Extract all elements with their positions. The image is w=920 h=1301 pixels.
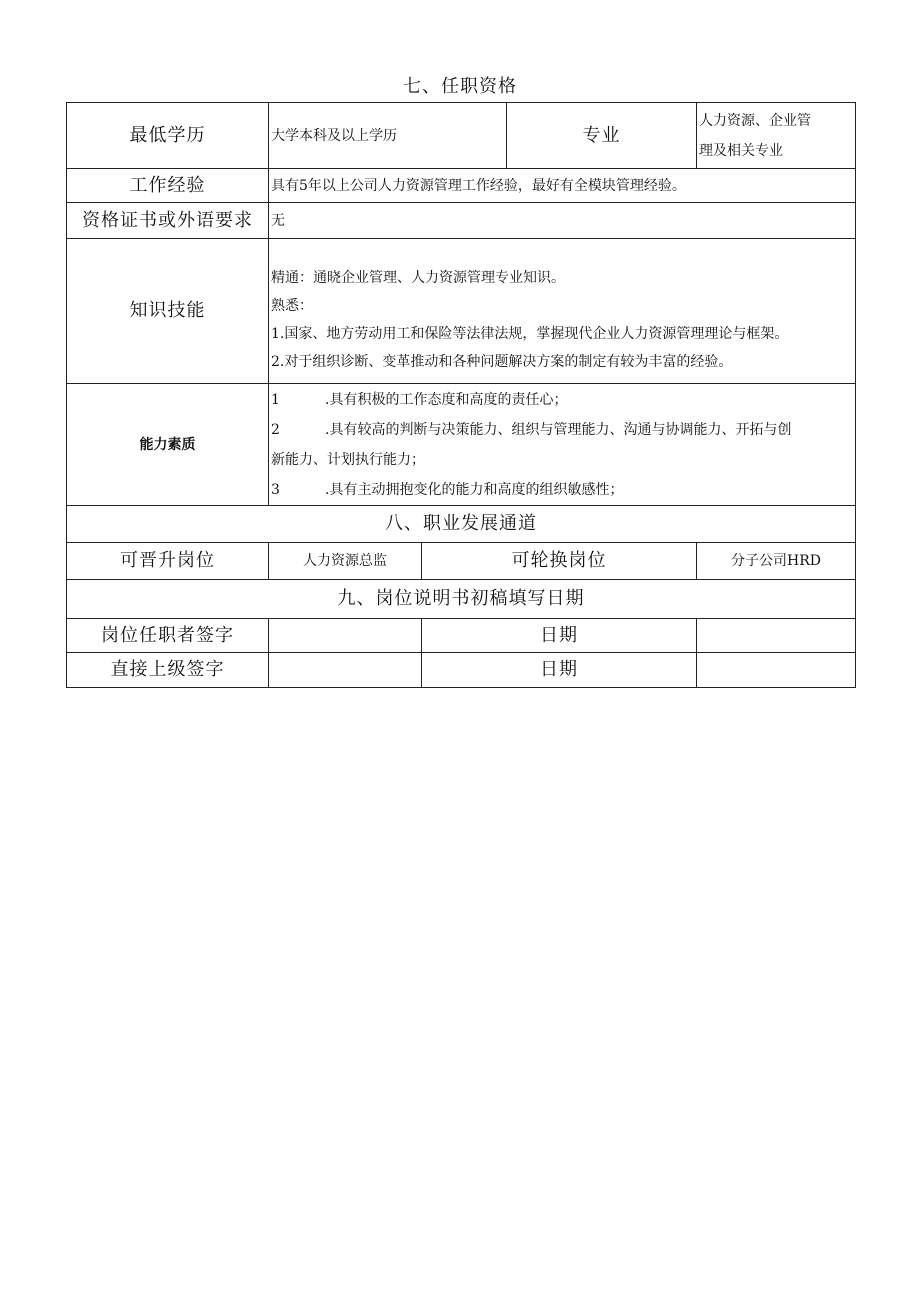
experience-label: 工作经验 <box>67 169 269 203</box>
major-label: 专业 <box>507 103 697 169</box>
job-qualification-table <box>66 102 856 688</box>
section-7-title: 七、任职资格 <box>403 76 517 97</box>
ability-row <box>67 384 856 506</box>
education-row <box>67 103 856 169</box>
major-value <box>697 103 856 169</box>
certificate-label: 资格证书或外语要求 <box>67 203 269 239</box>
supervisor-sign-field[interactable] <box>269 653 422 688</box>
ability-item-text: .具有较高的判断与决策能力、组织与管理能力、沟通与协调能力、开拓与创 <box>325 421 792 438</box>
experience-row <box>67 169 856 203</box>
certificate-row <box>67 203 856 239</box>
section-9-row <box>67 580 856 619</box>
holder-sign-field[interactable] <box>269 619 422 653</box>
section-9-title: 九、岗位说明书初稿填写日期 <box>67 580 856 619</box>
holder-date-label: 日期 <box>422 619 697 653</box>
ability-item <box>271 445 855 475</box>
rotate-label: 可轮换岗位 <box>422 543 697 580</box>
section-8-title: 八、职业发展通道 <box>67 506 856 543</box>
education-label: 最低学历 <box>67 103 269 169</box>
career-path-row <box>67 543 856 580</box>
ability-item-num: 2 <box>271 421 280 438</box>
ability-item-text: .具有主动拥抱变化的能力和高度的组织敏感性； <box>325 481 624 498</box>
skills-line: 2.对于组织诊断、变革推动和各种问题解决方案的制定有较为丰富的经验。 <box>271 354 733 370</box>
promote-value: 人力资源总监 <box>269 543 422 580</box>
ability-item-text: 新能力、计划执行能力； <box>271 451 425 468</box>
ability-label: 能力素质 <box>67 384 269 506</box>
skills-content <box>269 239 856 384</box>
section-8-row <box>67 506 856 543</box>
holder-date-field[interactable] <box>697 619 856 653</box>
experience-value: 具有5年以上公司人力资源管理工作经验，最好有全模块管理经验。 <box>269 169 856 203</box>
holder-sign-label: 岗位任职者签字 <box>67 619 269 653</box>
supervisor-sign-row <box>67 653 856 688</box>
ability-item <box>271 475 855 505</box>
ability-item-num: 3 <box>271 481 280 498</box>
skills-line: 精通：通晓企业管理、人力资源管理专业知识。 <box>271 270 565 286</box>
education-value: 大学本科及以上学历 <box>269 103 507 169</box>
ability-item <box>271 415 855 445</box>
skills-line: 1.国家、地方劳动用工和保险等法律法规，掌握现代企业人力资源管理理论与框架。 <box>271 326 789 342</box>
supervisor-date-field[interactable] <box>697 653 856 688</box>
ability-item <box>271 385 855 415</box>
holder-sign-row <box>67 619 856 653</box>
ability-item-num: 1 <box>271 391 280 408</box>
skills-label: 知识技能 <box>67 239 269 384</box>
major-value-line1: 人力资源、企业管 <box>699 112 811 129</box>
supervisor-date-label: 日期 <box>422 653 697 688</box>
certificate-value: 无 <box>269 203 856 239</box>
supervisor-sign-label: 直接上级签字 <box>67 653 269 688</box>
rotate-value: 分子公司HRD <box>697 543 856 580</box>
ability-item-text: .具有积极的工作态度和高度的责任心； <box>325 391 568 408</box>
ability-content <box>269 384 856 506</box>
major-value-line2: 理及相关专业 <box>699 142 783 159</box>
promote-label: 可晋升岗位 <box>67 543 269 580</box>
skills-line: 熟悉： <box>271 298 313 314</box>
skills-row <box>67 239 856 384</box>
